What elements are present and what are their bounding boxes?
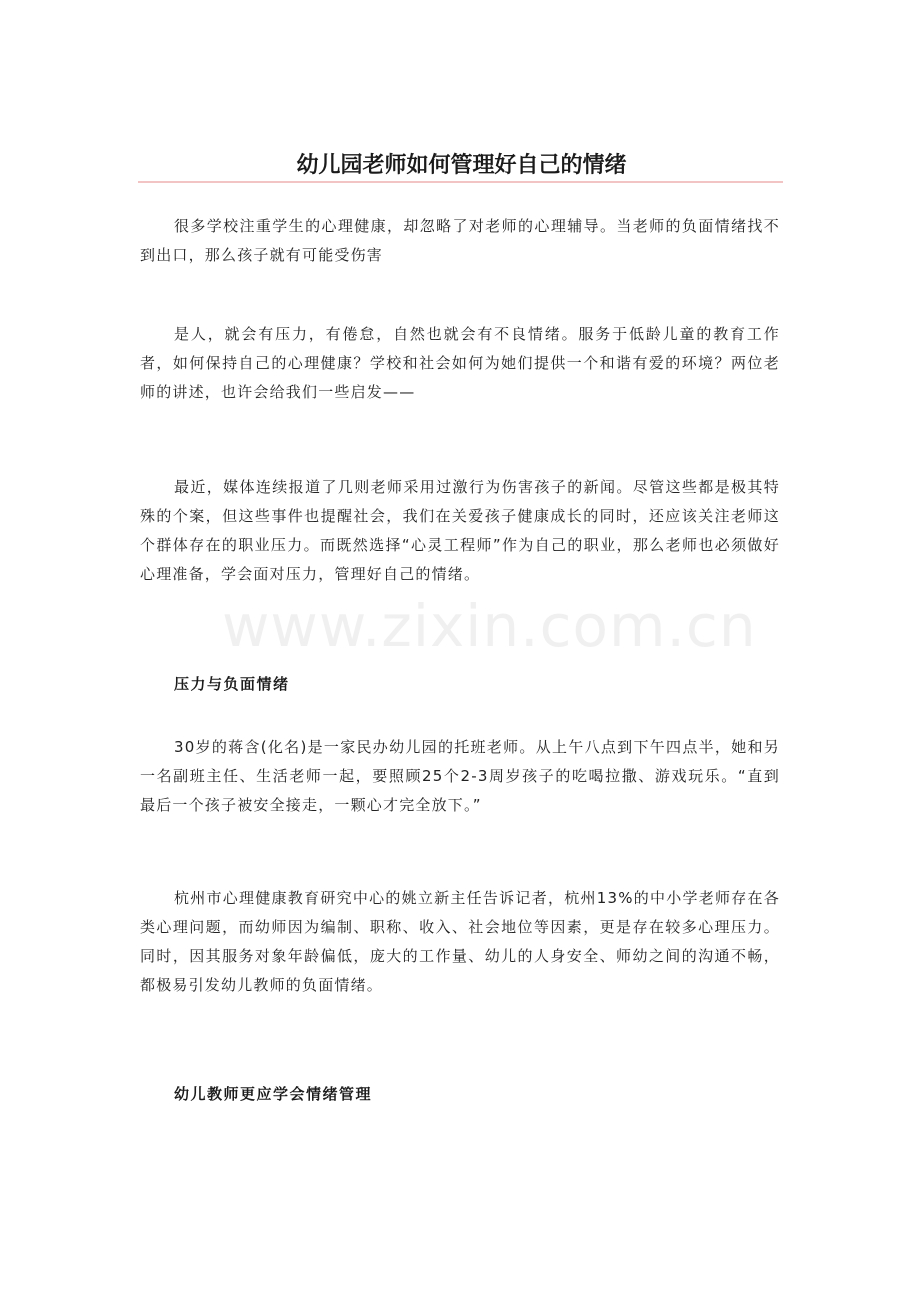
watermark: www.zixin.com.cn [222, 592, 757, 660]
section-heading-stress: 压力与负面情绪 [174, 675, 290, 693]
paragraph-question: 是人，就会有压力，有倦怠，自然也就会有不良情绪。服务于低龄儿童的教育工作者，如何保持自己的心理健康？学校和社会如何为她们提供一个和谐有爱的环境？两位老师的讲述，也许会给我们一些启发—— [140, 325, 780, 401]
paragraph-intro: 很多学校注重学生的心理健康，却忽略了对老师的心理辅导。当老师的负面情绪找不到出口，那么孩子就有可能受伤害 [140, 217, 780, 264]
paragraph-news: 最近，媒体连续报道了几则老师采用过激行为伤害孩子的新闻。尽管这些都是极其特殊的个案，但这些事件也提醒社会，我们在关爱孩子健康成长的同时，还应该关注老师这个群体存在的职业压力。而既然选择“心灵工程师”作为自己的职业，那么老师也必须做好心理准备，学会面对压力，管理好自己的情绪。 [140, 478, 780, 583]
title-underline [138, 181, 783, 183]
paragraph-statistics: 杭州市心理健康教育研究中心的姚立新主任告诉记者，杭州13%的中小学老师存在各类心理问题，而幼师因为编制、职称、收入、社会地位等因素，更是存在较多心理压力。同时，因其服务对象年龄偏低，庞大的工作量、幼儿的人身安全、师幼之间的沟通不畅，都极易引发幼儿教师的负面情绪。 [140, 889, 780, 994]
section-heading-emotion-management: 幼儿教师更应学会情绪管理 [174, 1085, 373, 1103]
page-title: 幼儿园老师如何管理好自己的情绪 [296, 153, 627, 178]
paragraph-teacher-story: 30岁的蒋含(化名)是一家民办幼儿园的托班老师。从上午八点到下午四点半，她和另一名副班主任、生活老师一起，要照顾25个2-3周岁孩子的吃喝拉撒、游戏玩乐。“直到最后一个孩子被安全接走，一颗心才完全放下。” [140, 738, 780, 814]
